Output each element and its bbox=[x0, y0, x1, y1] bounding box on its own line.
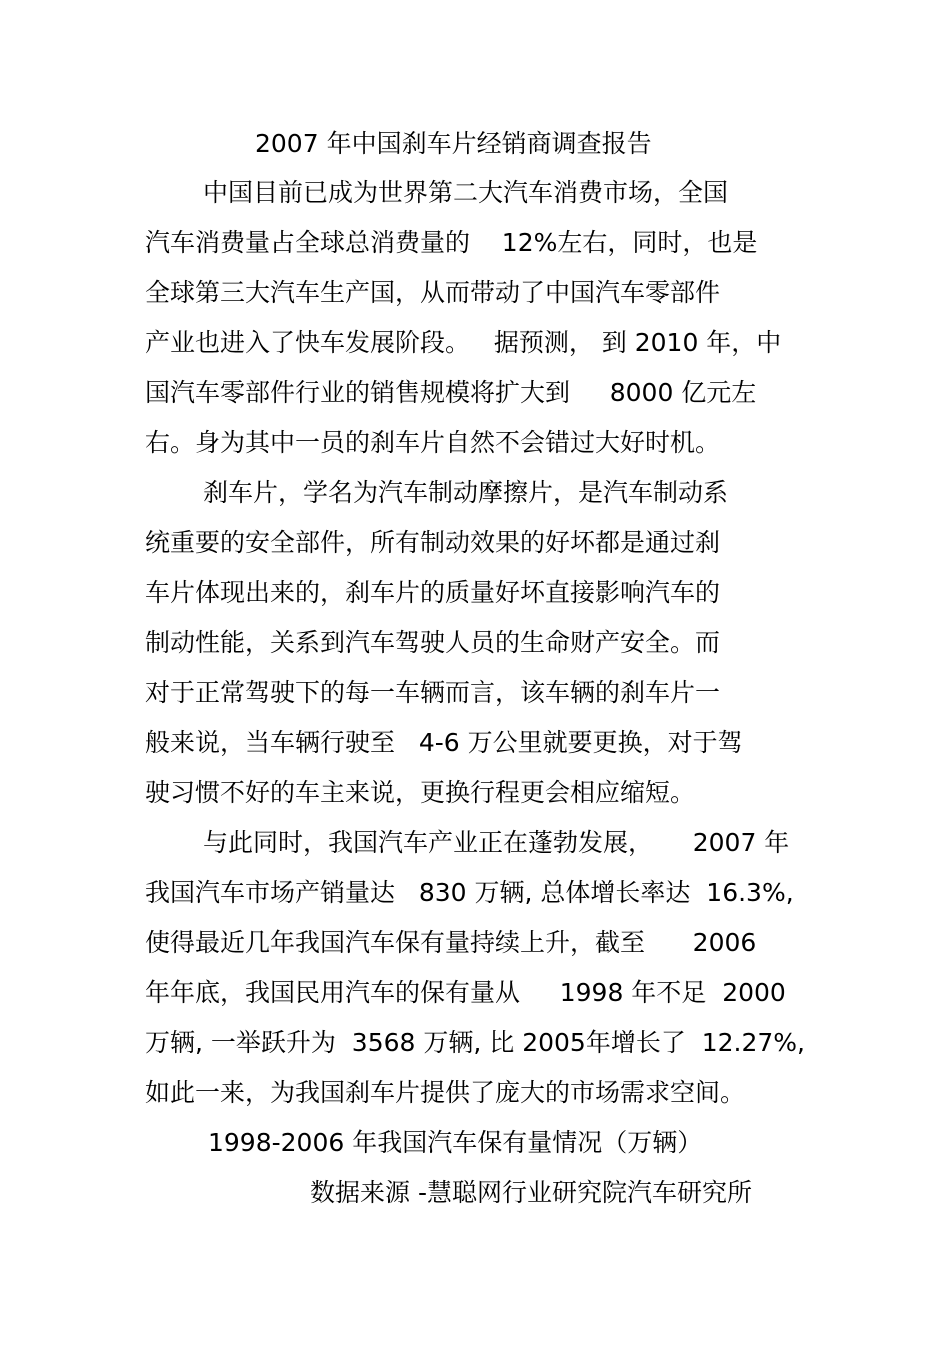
document-title: 2007 年中国刹车片经销商调查报告 bbox=[255, 129, 652, 158]
table-caption: 1998-2006 年我国汽车保有量情况（万辆） bbox=[208, 1128, 703, 1157]
paragraph-3-line-2: 我国汽车市场产销量达 830 万辆, 总体增长率达 16.3%, bbox=[145, 878, 794, 907]
paragraph-1-line-6: 右。身为其中一员的刹车片自然不会错过大好时机。 bbox=[145, 428, 721, 457]
paragraph-2-line-2: 统重要的安全部件，所有制动效果的好坏都是通过刹 bbox=[145, 528, 721, 557]
paragraph-3-line-3: 使得最近几年我国汽车保有量持续上升，截至 2006 bbox=[145, 928, 757, 957]
paragraph-1-line-1: 中国目前已成为世界第二大汽车消费市场，全国 bbox=[203, 178, 729, 207]
paragraph-1-line-2: 汽车消费量占全球总消费量的 12%左右，同时，也是 bbox=[145, 228, 758, 257]
paragraph-3-line-5: 万辆, 一举跃升为 3568 万辆, 比 2005年增长了 12.27%, bbox=[145, 1028, 805, 1057]
paragraph-2-line-7: 驶习惯不好的车主来说，更换行程更会相应缩短。 bbox=[145, 778, 696, 807]
paragraph-2-line-6: 般来说，当车辆行驶至 4-6 万公里就要更换，对于驾 bbox=[145, 728, 743, 757]
paragraph-3-line-4: 年年底，我国民用汽车的保有量从 1998 年不足 2000 bbox=[145, 978, 786, 1007]
paragraph-3-line-1: 与此同时，我国汽车产业正在蓬勃发展， 2007 年 bbox=[203, 828, 790, 857]
paragraph-1-line-5: 国汽车零部件行业的销售规模将扩大到 8000 亿元左 bbox=[145, 378, 757, 407]
paragraph-2-line-1: 刹车片，学名为汽车制动摩擦片，是汽车制动系 bbox=[203, 478, 729, 507]
data-source-note: 数据来源 -慧聪网行业研究院汽车研究所 bbox=[310, 1178, 752, 1207]
paragraph-2-line-4: 制动性能，关系到汽车驾驶人员的生命财产安全。而 bbox=[145, 628, 721, 657]
paragraph-2-line-5: 对于正常驾驶下的每一车辆而言，该车辆的刹车片一 bbox=[145, 678, 721, 707]
paragraph-3-line-6: 如此一来，为我国刹车片提供了庞大的市场需求空间。 bbox=[145, 1078, 746, 1107]
paragraph-1-line-4: 产业也进入了快车发展阶段。 据预测， 到 2010 年，中 bbox=[145, 328, 782, 357]
paragraph-2-line-3: 车片体现出来的，刹车片的质量好坏直接影响汽车的 bbox=[145, 578, 721, 607]
paragraph-1-line-3: 全球第三大汽车生产国，从而带动了中国汽车零部件 bbox=[145, 278, 721, 307]
